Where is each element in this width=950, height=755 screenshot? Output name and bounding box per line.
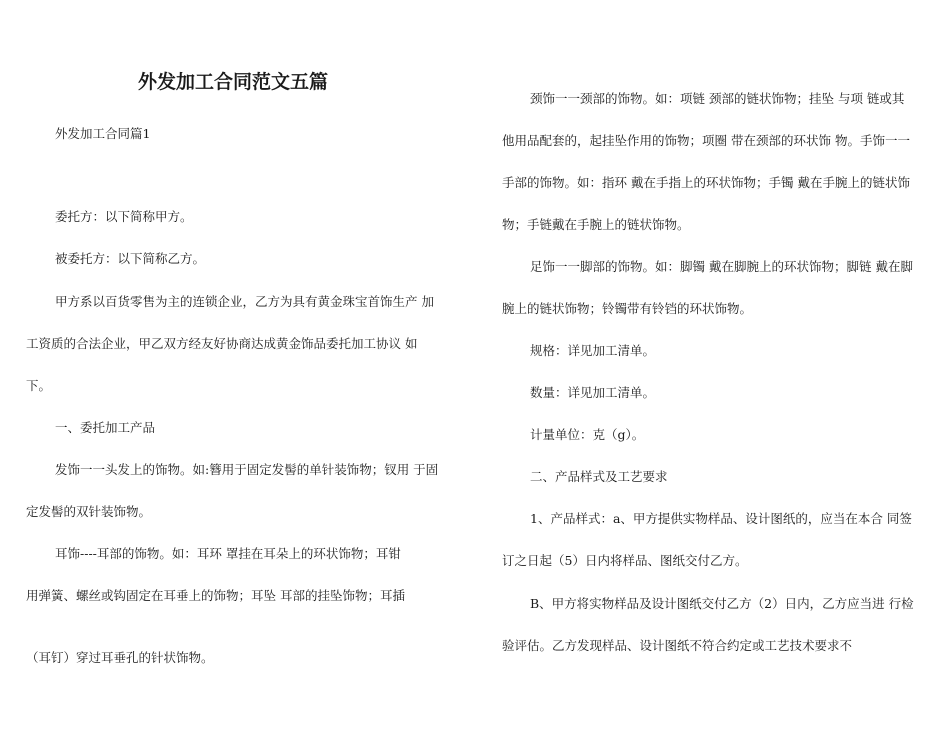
paragraph-line: 用弹簧、螺丝或钩固定在耳垂上的饰物；耳坠 耳部的挂坠饰物；耳插 bbox=[26, 588, 405, 603]
paragraph-line: B、甲方将实物样品及设计图纸交付乙方（2）日内，乙方应当进 行检 bbox=[530, 596, 914, 611]
paragraph-line: 工资质的合法企业，甲乙双方经友好协商达成黄金饰品委托加工协议 如 bbox=[26, 336, 418, 351]
paragraph-line: 定发髻的双针装饰物。 bbox=[26, 504, 152, 519]
paragraph-line: 他用品配套的，起挂坠作用的饰物；项圈 带在颈部的环状饰 物。手饰一一 bbox=[502, 133, 910, 148]
paragraph-line: 发饰一一头发上的饰物。如:簪用于固定发髻的单针装饰物；钗用 于固 bbox=[55, 462, 439, 477]
section-heading-contract-1: 外发加工合同篇1 bbox=[55, 126, 151, 141]
paragraph-line: 下。 bbox=[26, 378, 52, 393]
paragraph-line: 颈饰一一颈部的饰物。如：项链 颈部的链状饰物；挂坠 与项 链或其 bbox=[530, 91, 905, 106]
paragraph-line: 规格：详见加工清单。 bbox=[530, 343, 656, 358]
paragraph-line: （耳钉）穿过耳垂孔的针状饰物。 bbox=[26, 650, 214, 665]
paragraph-line: 耳饰----耳部的饰物。如：耳环 罩挂在耳朵上的环状饰物；耳钳 bbox=[55, 546, 401, 561]
paragraph-line: 足饰一一脚部的饰物。如：脚镯 戴在脚腕上的环状饰物；脚链 戴在脚 bbox=[530, 259, 913, 274]
paragraph-line: 验评估。乙方发现样品、设计图纸不符合约定或工艺技术要求不 bbox=[502, 638, 853, 653]
paragraph-line: 被委托方：以下简称乙方。 bbox=[55, 251, 206, 266]
document-title: 外发加工合同范文五篇 bbox=[138, 71, 329, 93]
paragraph-line: 物；手链戴在手腕上的链状饰物。 bbox=[502, 217, 690, 232]
paragraph-line: 订之日起（5）日内将样品、图纸交付乙方。 bbox=[502, 553, 748, 568]
paragraph-line: 计量单位：克（g）。 bbox=[530, 427, 645, 442]
section-heading: 一、委托加工产品 bbox=[55, 420, 156, 435]
paragraph-line: 腕上的链状饰物；铃镯带有铃铛的环状饰物。 bbox=[502, 301, 753, 316]
paragraph-line: 1、产品样式：a、甲方提供实物样品、设计图纸的，应当在本合 同签 bbox=[530, 511, 912, 526]
paragraph-line: 数量：详见加工清单。 bbox=[530, 385, 656, 400]
paragraph-line: 甲方系以百货零售为主的连锁企业，乙方为具有黄金珠宝首饰生产 加 bbox=[55, 294, 434, 309]
paragraph-line: 手部的饰物。如：指环 戴在手指上的环状饰物；手镯 戴在手腕上的链状饰 bbox=[502, 175, 910, 190]
paragraph-line: 委托方：以下简称甲方。 bbox=[55, 209, 193, 224]
section-heading: 二、产品样式及工艺要求 bbox=[530, 469, 668, 484]
